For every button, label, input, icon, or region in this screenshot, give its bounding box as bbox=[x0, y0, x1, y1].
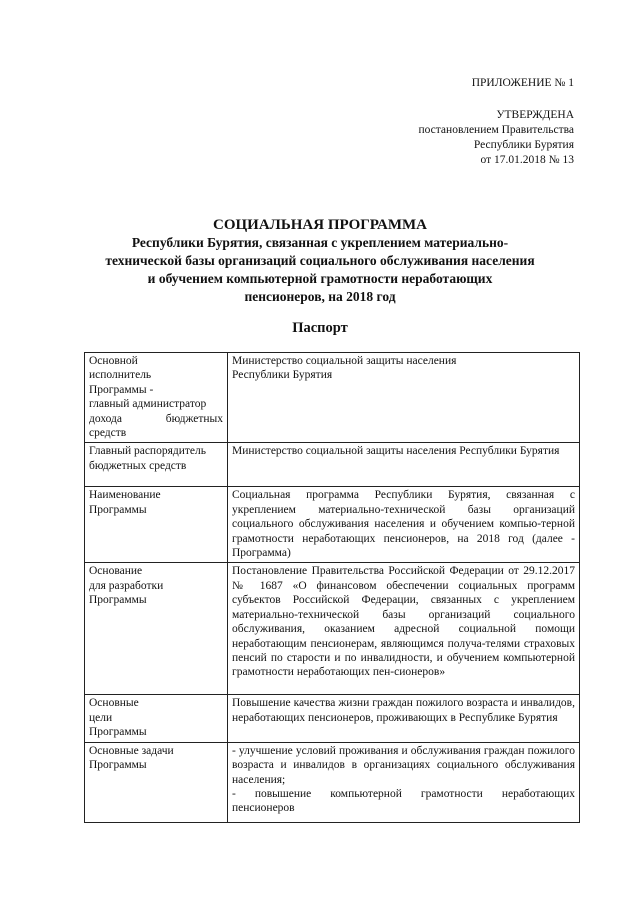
passport-field-value: Постановление Правительства Российской Федерации от 29.12.2017 № 1687 «О финансовом обеспечении социальных программ субъектов Российской Федерации, связанных с укреплением материально-технической базы организаций социального обслуживания, оказанием адресной социальной помощи неработающим пенсионерам, являющимся получа-телями страховых пенсий по старости и по инвалидности, и обучением компьютерной грамотности неработающих пен-сионеров» bbox=[228, 563, 580, 695]
passport-field-value: Повышение качества жизни граждан пожилого возраста и инвалидов, неработающих пенсионеров, проживающих в Республике Бурятия bbox=[228, 695, 580, 742]
label-line: средств bbox=[89, 427, 127, 440]
passport-field-label bbox=[85, 487, 228, 563]
label-line: Основание bbox=[89, 565, 143, 578]
table-row bbox=[85, 742, 580, 822]
passport-heading: Паспорт bbox=[292, 320, 348, 336]
passport-field-label bbox=[85, 443, 228, 487]
program-title-line: Республики Бурятия, связанная с укреплением материально- bbox=[131, 235, 509, 250]
label-line: главный администратор bbox=[89, 398, 207, 411]
label-line: Программы bbox=[89, 594, 147, 607]
label-line: дохода бюджетных bbox=[89, 412, 223, 425]
table-row bbox=[85, 353, 580, 443]
label-line: Основной bbox=[89, 355, 138, 367]
program-title-line: технической базы организаций социального обслуживания населения bbox=[105, 253, 535, 268]
approval-header bbox=[418, 76, 574, 168]
passport-table bbox=[84, 352, 580, 823]
passport-field-label bbox=[85, 563, 228, 695]
approved-label: УТВЕРЖДЕНА bbox=[496, 109, 574, 121]
table-row bbox=[85, 443, 580, 487]
label-line: Программы bbox=[89, 503, 147, 516]
label-line: бюджетных средств bbox=[89, 459, 187, 472]
passport-field-label bbox=[85, 742, 228, 822]
program-title-main: СОЦИАЛЬНАЯ ПРОГРАММА bbox=[212, 217, 428, 233]
label-line: Программы bbox=[89, 759, 147, 772]
label-line: цели bbox=[89, 711, 113, 724]
government-name: Республики Бурятия bbox=[473, 139, 574, 151]
label-line: Программы - bbox=[89, 383, 154, 396]
program-title-line: пенсионеров, на 2018 год bbox=[244, 289, 396, 304]
program-title bbox=[0, 216, 640, 306]
passport-field-value: Министерство социальной защиты населения Республики Бурятия bbox=[228, 353, 580, 443]
label-line: Основные задачи bbox=[89, 744, 174, 757]
passport-field-value: Министерство социальной защиты населения Республики Бурятия bbox=[228, 443, 580, 487]
passport-field-label bbox=[85, 695, 228, 742]
label-line: Основные bbox=[89, 697, 139, 710]
label-line: Главный распорядитель bbox=[89, 445, 206, 458]
resolution-label: постановлением Правительства bbox=[418, 124, 574, 136]
program-title-line: и обучением компьютерной грамотности неработающих bbox=[147, 271, 493, 286]
label-line: для разработки bbox=[89, 579, 164, 592]
passport-field-label bbox=[85, 353, 228, 443]
label-line: Программы bbox=[89, 726, 147, 739]
table-row bbox=[85, 695, 580, 742]
label-line: исполнитель bbox=[89, 369, 152, 382]
table-row bbox=[85, 563, 580, 695]
passport-table-body bbox=[85, 353, 580, 823]
table-row bbox=[85, 487, 580, 563]
passport-field-value: Социальная программа Республики Бурятия, связанная с укреплением материально-технической базы организаций социального обслуживания населения и обучением компью-терной грамотности неработающих пенсионеров, на 2018 год (далее - Программа) bbox=[228, 487, 580, 563]
resolution-date-number: от 17.01.2018 № 13 bbox=[480, 154, 574, 166]
passport-field-value: - улучшение условий проживания и обслуживания граждан пожилого возраста и инвалидов в организациях социального обслуживания населения; - повышение компьютерной грамотности неработающих пенсионеров bbox=[228, 742, 580, 822]
appendix-number: ПРИЛОЖЕНИЕ № 1 bbox=[471, 77, 574, 89]
label-line: Наименование bbox=[89, 489, 161, 502]
